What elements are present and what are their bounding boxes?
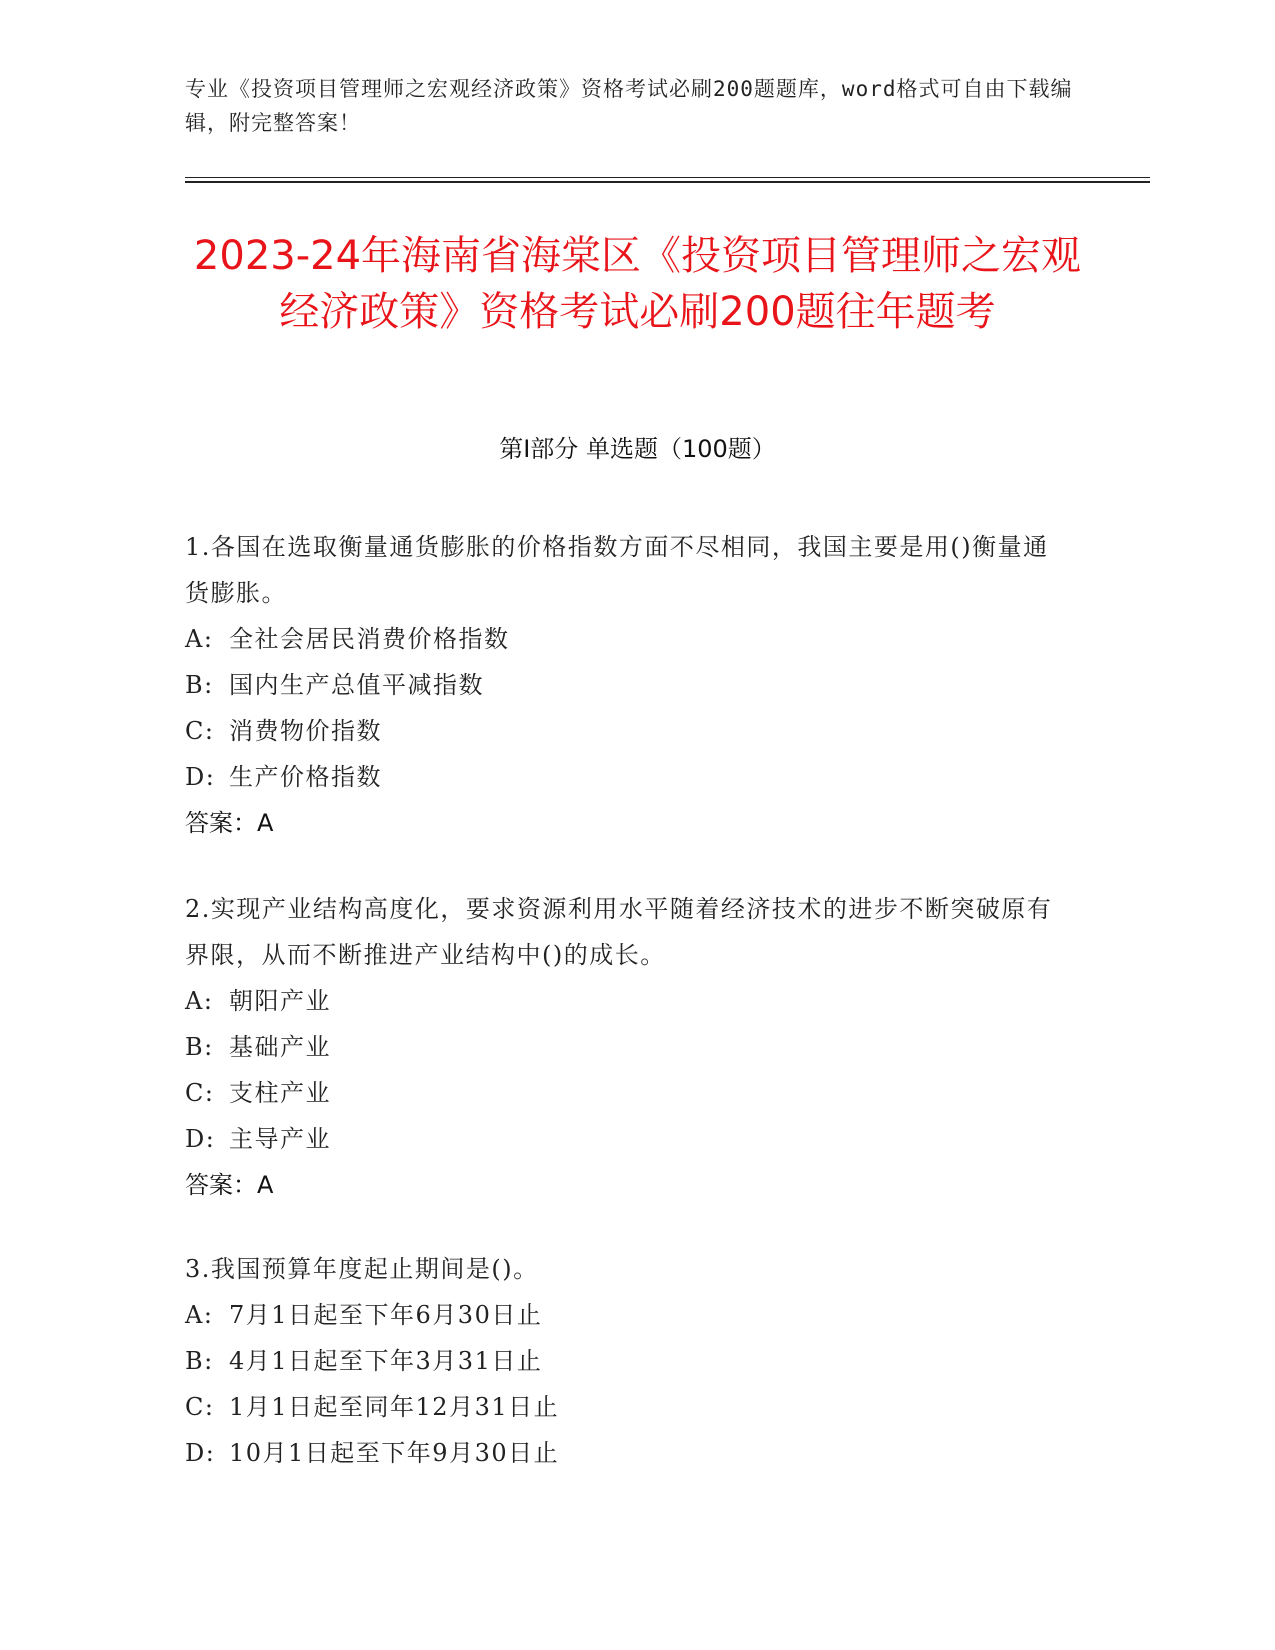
option-c — [185, 1070, 1065, 1116]
option-text: 消费物价指数 — [229, 717, 382, 745]
option-text: 1月1日起至同年12月31日止 — [229, 1393, 560, 1421]
option-letter: B: — [185, 1033, 214, 1061]
question-stem: 1.各国在选取衡量通货膨胀的价格指数方面不尽相同，我国主要是用()衡量通货膨胀。 — [185, 533, 1049, 607]
option-text: 国内生产总值平减指数 — [229, 671, 484, 699]
header-note: 专业《投资项目管理师之宏观经济政策》资格考试必刷200题题库，word格式可自由下载编辑，附完整答案！ — [185, 77, 1073, 135]
question-stem: 3.我国预算年度起止期间是()。 — [185, 1255, 539, 1283]
option-letter: D: — [185, 1125, 216, 1153]
answer: 答案：A — [185, 1171, 274, 1199]
option-letter: B: — [185, 671, 214, 699]
option-letter: A: — [185, 625, 214, 653]
option-b — [185, 1024, 1065, 1070]
question-3 — [185, 1246, 1065, 1476]
option-d — [185, 1116, 1065, 1162]
option-b — [185, 1338, 1065, 1384]
option-text: 支柱产业 — [229, 1079, 331, 1107]
option-letter: C: — [185, 717, 215, 745]
document-title: 2023-24年海南省海棠区《投资项目管理师之宏观经济政策》资格考试必刷200题往年题考 — [193, 233, 1082, 335]
option-c — [185, 1384, 1065, 1430]
option-text: 基础产业 — [229, 1033, 331, 1061]
option-text: 生产价格指数 — [229, 763, 382, 791]
option-b — [185, 662, 1065, 708]
option-text: 4月1日起至下年3月31日止 — [229, 1347, 543, 1375]
option-a — [185, 978, 1065, 1024]
question-1 — [185, 524, 1065, 846]
option-letter: C: — [185, 1393, 215, 1421]
answer: 答案：A — [185, 809, 274, 837]
section-title: 第I部分 单选题（100题） — [499, 435, 776, 463]
option-letter: A: — [185, 987, 214, 1015]
option-text: 全社会居民消费价格指数 — [229, 625, 510, 653]
option-a — [185, 1292, 1065, 1338]
option-d — [185, 754, 1065, 800]
option-text: 朝阳产业 — [229, 987, 331, 1015]
question-2 — [185, 886, 1065, 1208]
option-text: 主导产业 — [229, 1125, 331, 1153]
question-stem: 2.实现产业结构高度化，要求资源利用水平随着经济技术的进步不断突破原有界限，从而不断推进产业结构中()的成长。 — [185, 895, 1053, 969]
option-letter: C: — [185, 1079, 215, 1107]
header-rule-thin — [185, 177, 1150, 178]
option-letter: D: — [185, 763, 216, 791]
option-text: 7月1日起至下年6月30日止 — [229, 1301, 543, 1329]
option-text: 10月1日起至下年9月30日止 — [229, 1439, 560, 1467]
header-rule-thick — [185, 181, 1150, 183]
option-letter: D: — [185, 1439, 216, 1467]
option-a — [185, 616, 1065, 662]
option-letter: B: — [185, 1347, 214, 1375]
option-d — [185, 1430, 1065, 1476]
option-c — [185, 708, 1065, 754]
option-letter: A: — [185, 1301, 214, 1329]
